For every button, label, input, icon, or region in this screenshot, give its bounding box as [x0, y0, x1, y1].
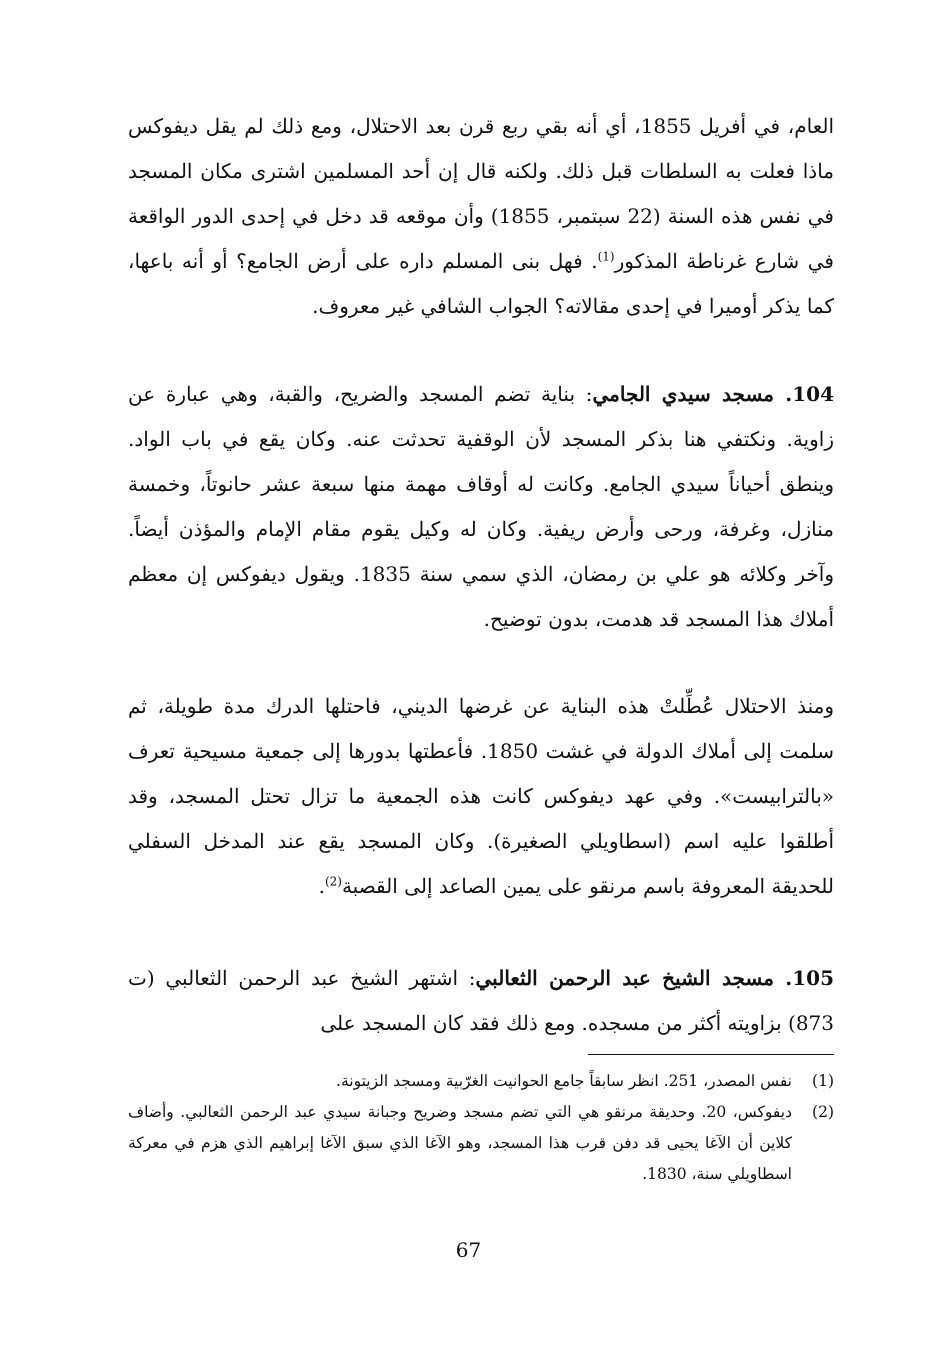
paragraph-4 — [128, 956, 834, 1046]
footnote-1 — [128, 1066, 834, 1097]
paragraph-text: العام، في أفريل 1855، أي أنه بقي ربع قرن بعد الاحتلال، ومع ذلك لم يقل ديفوكس ماذا فعلت به السلطات قبل ذلك. ولكنه قال إن أحد المسلمين اشترى مكان المسجد في نفس هذه السنة (22 سبتمبر، 1855) وأن موقعه قد دخل في إحدى الدور الواقعة في شارع غرناطة المذكور — [128, 114, 834, 273]
paragraph-3 — [128, 684, 834, 909]
footnote-number: (2) — [812, 1103, 834, 1121]
footnote-ref[interactable]: (2) — [324, 874, 342, 889]
footnotes — [128, 1066, 834, 1190]
paragraph-text-cont: . — [318, 874, 325, 898]
footnote-2 — [128, 1097, 834, 1190]
paragraph-text: : اشتهر الشيخ عبد الرحمن الثعالبي (ت 873) بزاويته أكثر من مسجده. ومع ذلك فقد كان المسجد على — [128, 966, 834, 1035]
paragraph-2 — [128, 372, 834, 642]
page-number: 67 — [455, 1238, 482, 1262]
footnote-divider — [588, 1054, 834, 1055]
footnote-text: نفس المصدر، 251. انظر سابقاً جامع الحوانيت الغرّبية ومسجد الزيتونة. — [336, 1072, 792, 1090]
paragraph-1 — [128, 104, 834, 329]
footnote-text: ديفوكس، 20. وحديقة مرنقو هي التي تضم مسجد وضريح وجبانة سيدي عبد الرحمن الثعالبي. وأضاف كلاين أن الآغا يحيى قد دفن قرب هذا المسجد، وهو الآغا الذي سبق الآغا إبراهيم الذي هزم في معركة اسطاويلي سنة، 1830. — [128, 1103, 792, 1183]
paragraph-text-cont: . فهل بنى المسلم داره على أرض الجامع؟ أو أنه باعها، كما يذكر أوميرا في إحدى مقالاته؟ الجواب الشافي غير معروف. — [128, 249, 834, 318]
paragraph-text: ومنذ الاحتلال عُطِّلتْ هذه البناية عن غرضها الديني، فاحتلها الدرك مدة طويلة، ثم سلمت إلى أملاك الدولة في غشت 1850. فأعطتها بدورها إلى جمعية مسيحية تعرف «بالترابيست». وفي عهد ديفوكس كانت هذه الجمعية ما تزال تحتل المسجد، وقد أطلقوا عليه اسم (اسطاويلي الصغيرة). وكان المسجد يقع عند المدخل السفلي للحديقة المعروفة باسم مرنقو على يمين الصاعد إلى القصبة — [128, 694, 835, 898]
section-heading-105: 105. مسجد الشيخ عبد الرحمن الثعالبي — [475, 966, 834, 990]
paragraph-text: : بناية تضم المسجد والضريح، والقبة، وهي عبارة عن زاوية. ونكتفي هنا بذكر المسجد لأن الوقفية تحدثت عنه. وكان يقع في باب الواد. وينطق أحياناً سيدي الجامع. وكانت له أوقاف مهمة منها سبعة عشر حانوتاً، وخمسة منازل، وغرفة، ورحى وأرض ريفية. وكان له وكيل يقوم مقام الإمام والمؤذن أيضاً. وآخر وكلائه هو علي بن رمضان، الذي سمي سنة 1835. ويقول ديفوكس إن معظم أملاك هذا المسجد قد هدمت، بدون توضيح. — [128, 382, 834, 631]
footnote-ref[interactable]: (1) — [597, 249, 615, 264]
footnote-number: (1) — [812, 1072, 834, 1090]
section-heading-104: 104. مسجد سيدي الجامي — [592, 382, 835, 406]
